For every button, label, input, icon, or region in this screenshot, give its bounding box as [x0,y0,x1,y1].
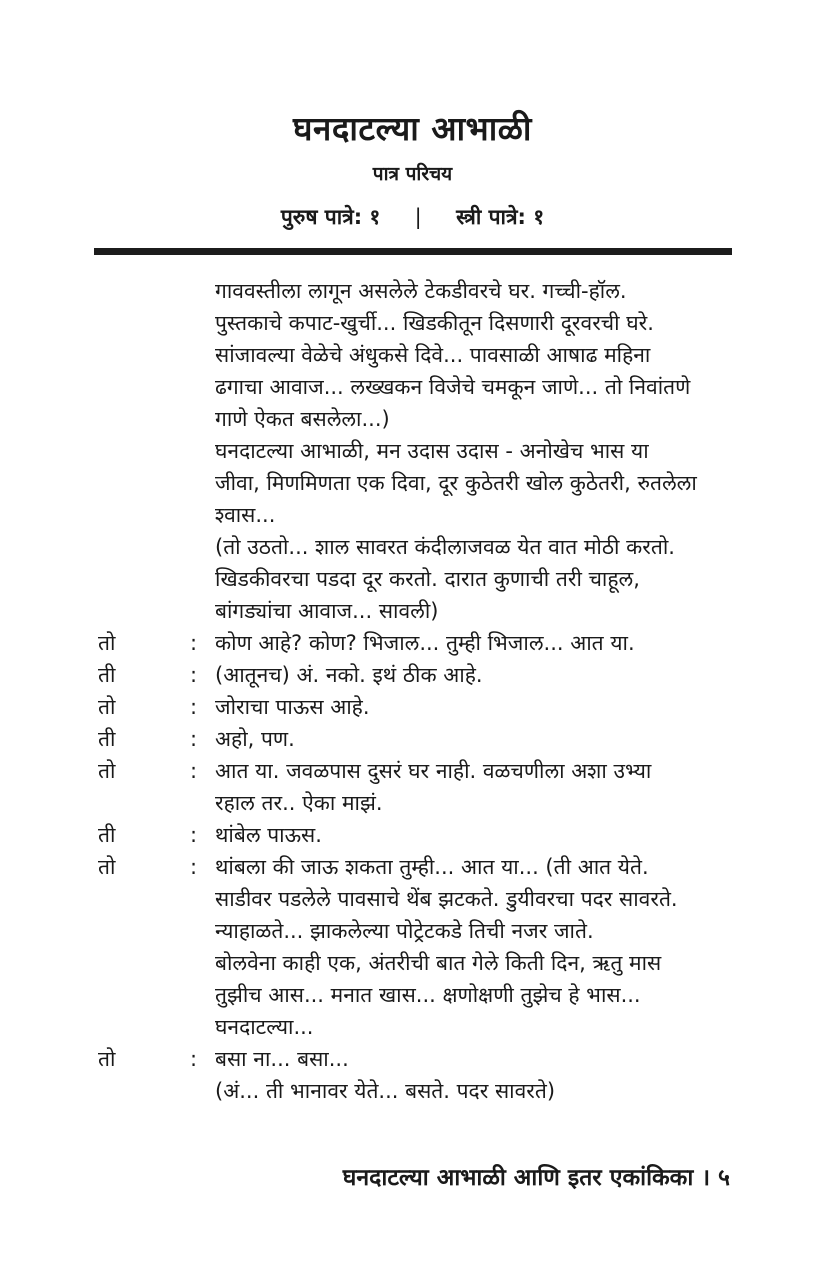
dialogue-row [98,851,730,1043]
text-line: बसा ना... बसा... [215,1047,349,1071]
text-line: अहो, पण. [215,727,295,751]
text-line: (अं... ती भानावर येते... बसते. पदर सावरते) [215,1079,556,1103]
text-line: जीवा, मिणमिणता एक दिवा, दूर कुठेतरी खोल कुठेतरी, रुतलेला [215,471,697,495]
dialogue-row [98,723,730,755]
dialogue-row [98,1043,730,1107]
stage-direction [98,275,730,627]
dialogue-row [98,627,730,659]
cast-count-line [0,202,825,232]
text-line: बोलवेना काही एक, अंतरीची बात गेले किती दिन, ऋतु मास [215,951,662,975]
text-line: थांबला की जाऊ शकता तुम्ही... आत या... (ती आत येते. [215,855,649,879]
text-line: (आतूनच) अं. नको. इथं ठीक आहे. [215,663,483,687]
cast-intro-heading: पात्र परिचय [372,163,453,185]
dialogue-text [215,691,730,723]
dialogue-row [98,755,730,819]
text-line: साडीवर पडलेले पावसाचे थेंब झटकते. डुयीवरचा पदर सावरते. [215,887,678,911]
dialogue-text [215,659,730,691]
text-line: कोण आहे? कोण? भिजाल... तुम्ही भिजाल... आत या. [215,631,635,655]
dialogue-colon: : [190,695,198,719]
text-line: गाणे ऐकत बसलेला...) [215,407,390,431]
female-cast-count: स्त्री पात्रे: १ [456,205,545,229]
speaker-label: ती [98,663,116,687]
page-header [0,110,825,255]
text-line: बांगड्यांचा आवाज... सावली) [215,599,439,623]
dialogue-row [98,819,730,851]
cast-separator: | [414,205,422,229]
speaker-label: तो [98,1047,116,1071]
text-line: सांजावल्या वेळेचे अंधुकसे दिवे... पावसाळी आषाढ महिना [215,343,651,367]
text-line: घनदाटल्या आभाळी, मन उदास उदास - अनोखेच भास या [215,439,649,463]
speaker-label: तो [98,759,116,783]
dialogue-text [215,627,730,659]
dialogue-text [215,819,730,851]
text-line: आत या. जवळपास दुसरं घर नाही. वळचणीला अशा उभ्या [215,759,652,783]
dialogue-row [98,691,730,723]
dialogue-colon: : [190,663,198,687]
dialogue-colon: : [190,727,198,751]
text-line: गाववस्तीला लागून असलेले टेकडीवरचे घर. गच्ची-हॉल. [215,279,627,303]
speaker-label: ती [98,727,116,751]
dialogue-text [215,851,730,1043]
text-line: ढगाचा आवाज... लख्खकन विजेचे चमकून जाणे... तो निवांतणे [215,375,691,399]
page-footer [343,1163,730,1193]
text-line: थांबेल पाऊस. [215,823,322,847]
dialogue-text [215,723,730,755]
text-line: तुझीच आस... मनात खास... क्षणोक्षणी तुझेच हे भास... [215,983,641,1007]
play-title: घनदाटल्या आभाळी [293,109,532,148]
text-line: खिडकीवरचा पडदा दूर करतो. दारात कुणाची तरी चाहूल, [215,567,640,591]
dialogue-colon: : [190,823,198,847]
text-line: पुस्तकाचे कपाट-खुर्ची... खिडकीतून दिसणारी दूरवरची घरे. [215,311,654,335]
speaker-label: तो [98,855,116,879]
speaker-label: तो [98,695,116,719]
text-line: न्याहाळते... झाकलेल्या पोट्रेटकडे तिची नजर जाते. [215,919,594,943]
text-line: रहाल तर.. ऐका माझं. [215,791,383,815]
text-line: जोराचा पाऊस आहे. [215,695,370,719]
speaker-label: ती [98,823,116,847]
speaker-label: तो [98,631,116,655]
header-rule [94,248,732,255]
dialogue-colon: : [190,759,198,783]
text-line: घनदाटल्या... [215,1015,314,1039]
text-line: श्वास... [215,503,276,527]
dialogue-colon: : [190,631,198,655]
dialogue-row [98,659,730,691]
dialogue-colon: : [190,1047,198,1071]
dialogue-colon: : [190,855,198,879]
running-footer-text: घनदाटल्या आभाळी आणि इतर एकांकिका । ५ [342,1165,730,1191]
text-line: (तो उठतो... शाल सावरत कंदीलाजवळ येत वात मोठी करतो. [215,535,675,559]
dialogue-text [215,1043,730,1107]
male-cast-count: पुरुष पात्रे: १ [280,205,381,229]
dialogue-text [215,755,730,819]
script-body [98,275,730,1107]
